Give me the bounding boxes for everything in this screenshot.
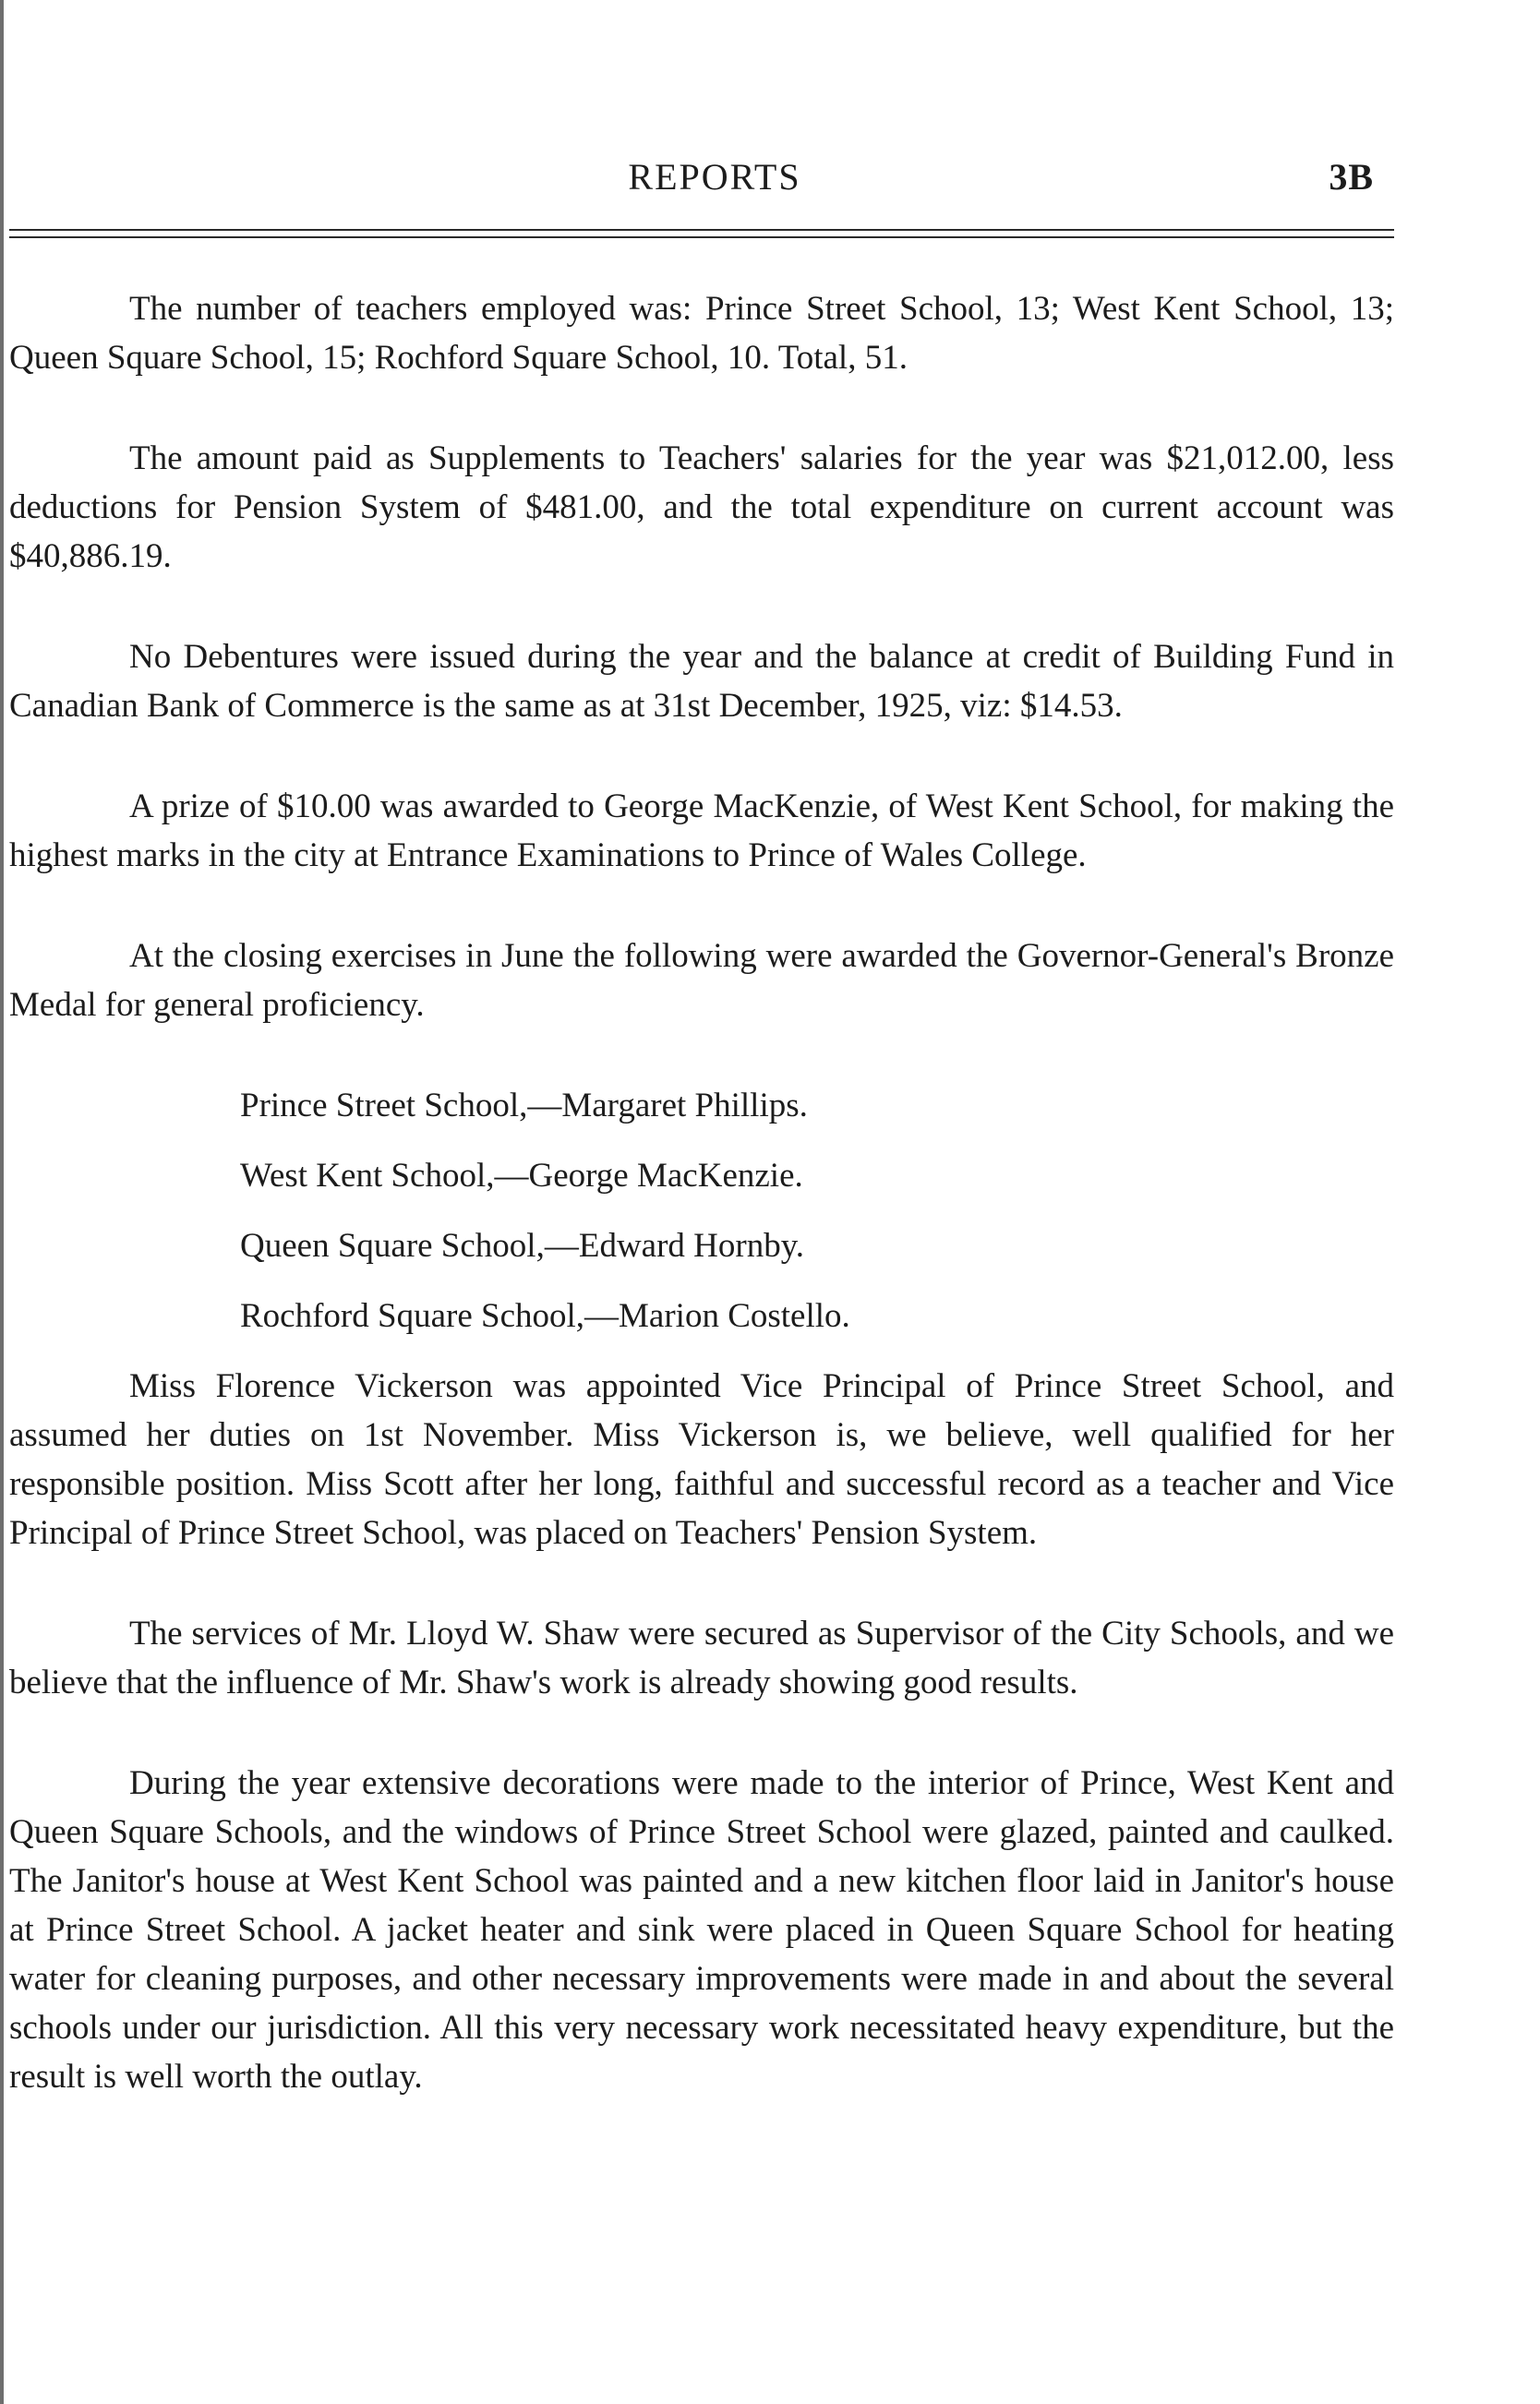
medal-winners-list	[9, 1081, 1394, 1340]
paragraph-vice-principal: Miss Florence Vickerson was appointed Vice Principal of Prince Street School, and assumed her duties on 1st November. Miss Vickerson is, we believe, well qualified for her responsible position. Miss Scott after her long, faithful and successful record as a teacher and Vice Principal of Prince Street School, was placed on Teachers' Pension System.	[9, 1367, 1394, 1552]
header-rule-bottom	[9, 236, 1394, 238]
header-rule-top	[9, 229, 1394, 231]
paragraph-supplements: The amount paid as Supplements to Teachers' salaries for the year was $21,012.00, less deductions for Pension System of $481.00, and the total expenditure on current account was $40,886.19.	[9, 439, 1394, 575]
list-item: Queen Square School,—Edward Hornby.	[240, 1227, 805, 1265]
list-item: West Kent School,—George MacKenzie.	[240, 1157, 803, 1195]
paragraph-supervisor: The services of Mr. Lloyd W. Shaw were secured as Supervisor of the City Schools, and we believe that the influence of Mr. Shaw's work is already showing good results.	[9, 1615, 1394, 1701]
paragraph-improvements: During the year extensive decorations were made to the interior of Prince, West Kent and Queen Square Schools, and the windows of Prince Street School were glazed, painted and caulked. The Janitor's house at West Kent School was painted and a new kitchen floor laid in Janitor's house at Prince Street School. A jacket heater and sink were placed in Queen Square School for heating water for cleaning purposes, and other necessary improvements were made in and about the several schools under our jurisdiction. All this very necessary work necessitated heavy expenditure, but the result is well worth the outlay.	[9, 1764, 1394, 2096]
page-body	[9, 284, 1394, 2153]
running-head: REPORTS	[628, 156, 801, 198]
paragraph-teachers: The number of teachers employed was: Prince Street School, 13; West Kent School, 13; Queen Square School, 15; Rochford Square School, 10. Total, 51.	[9, 290, 1394, 377]
list-item: Rochford Square School,—Marion Costello.	[240, 1297, 850, 1335]
paragraph-prize: A prize of $10.00 was awarded to George MacKenzie, of West Kent School, for making the highest marks in the city at Entrance Examinations to Prince of Wales College.	[9, 787, 1394, 874]
paragraph-debentures: No Debentures were issued during the year and the balance at credit of Building Fund in Canadian Bank of Commerce is the same as at 31st December, 1925, viz: $14.53.	[9, 638, 1394, 725]
page-header	[0, 155, 1540, 210]
list-item: Prince Street School,—Margaret Phillips.	[240, 1087, 808, 1124]
page-left-edge	[0, 0, 4, 2404]
page-number: 3B	[1329, 156, 1374, 198]
paragraph-medal: At the closing exercises in June the following were awarded the Governor-General's Bronze Medal for general proficiency.	[9, 937, 1394, 1024]
